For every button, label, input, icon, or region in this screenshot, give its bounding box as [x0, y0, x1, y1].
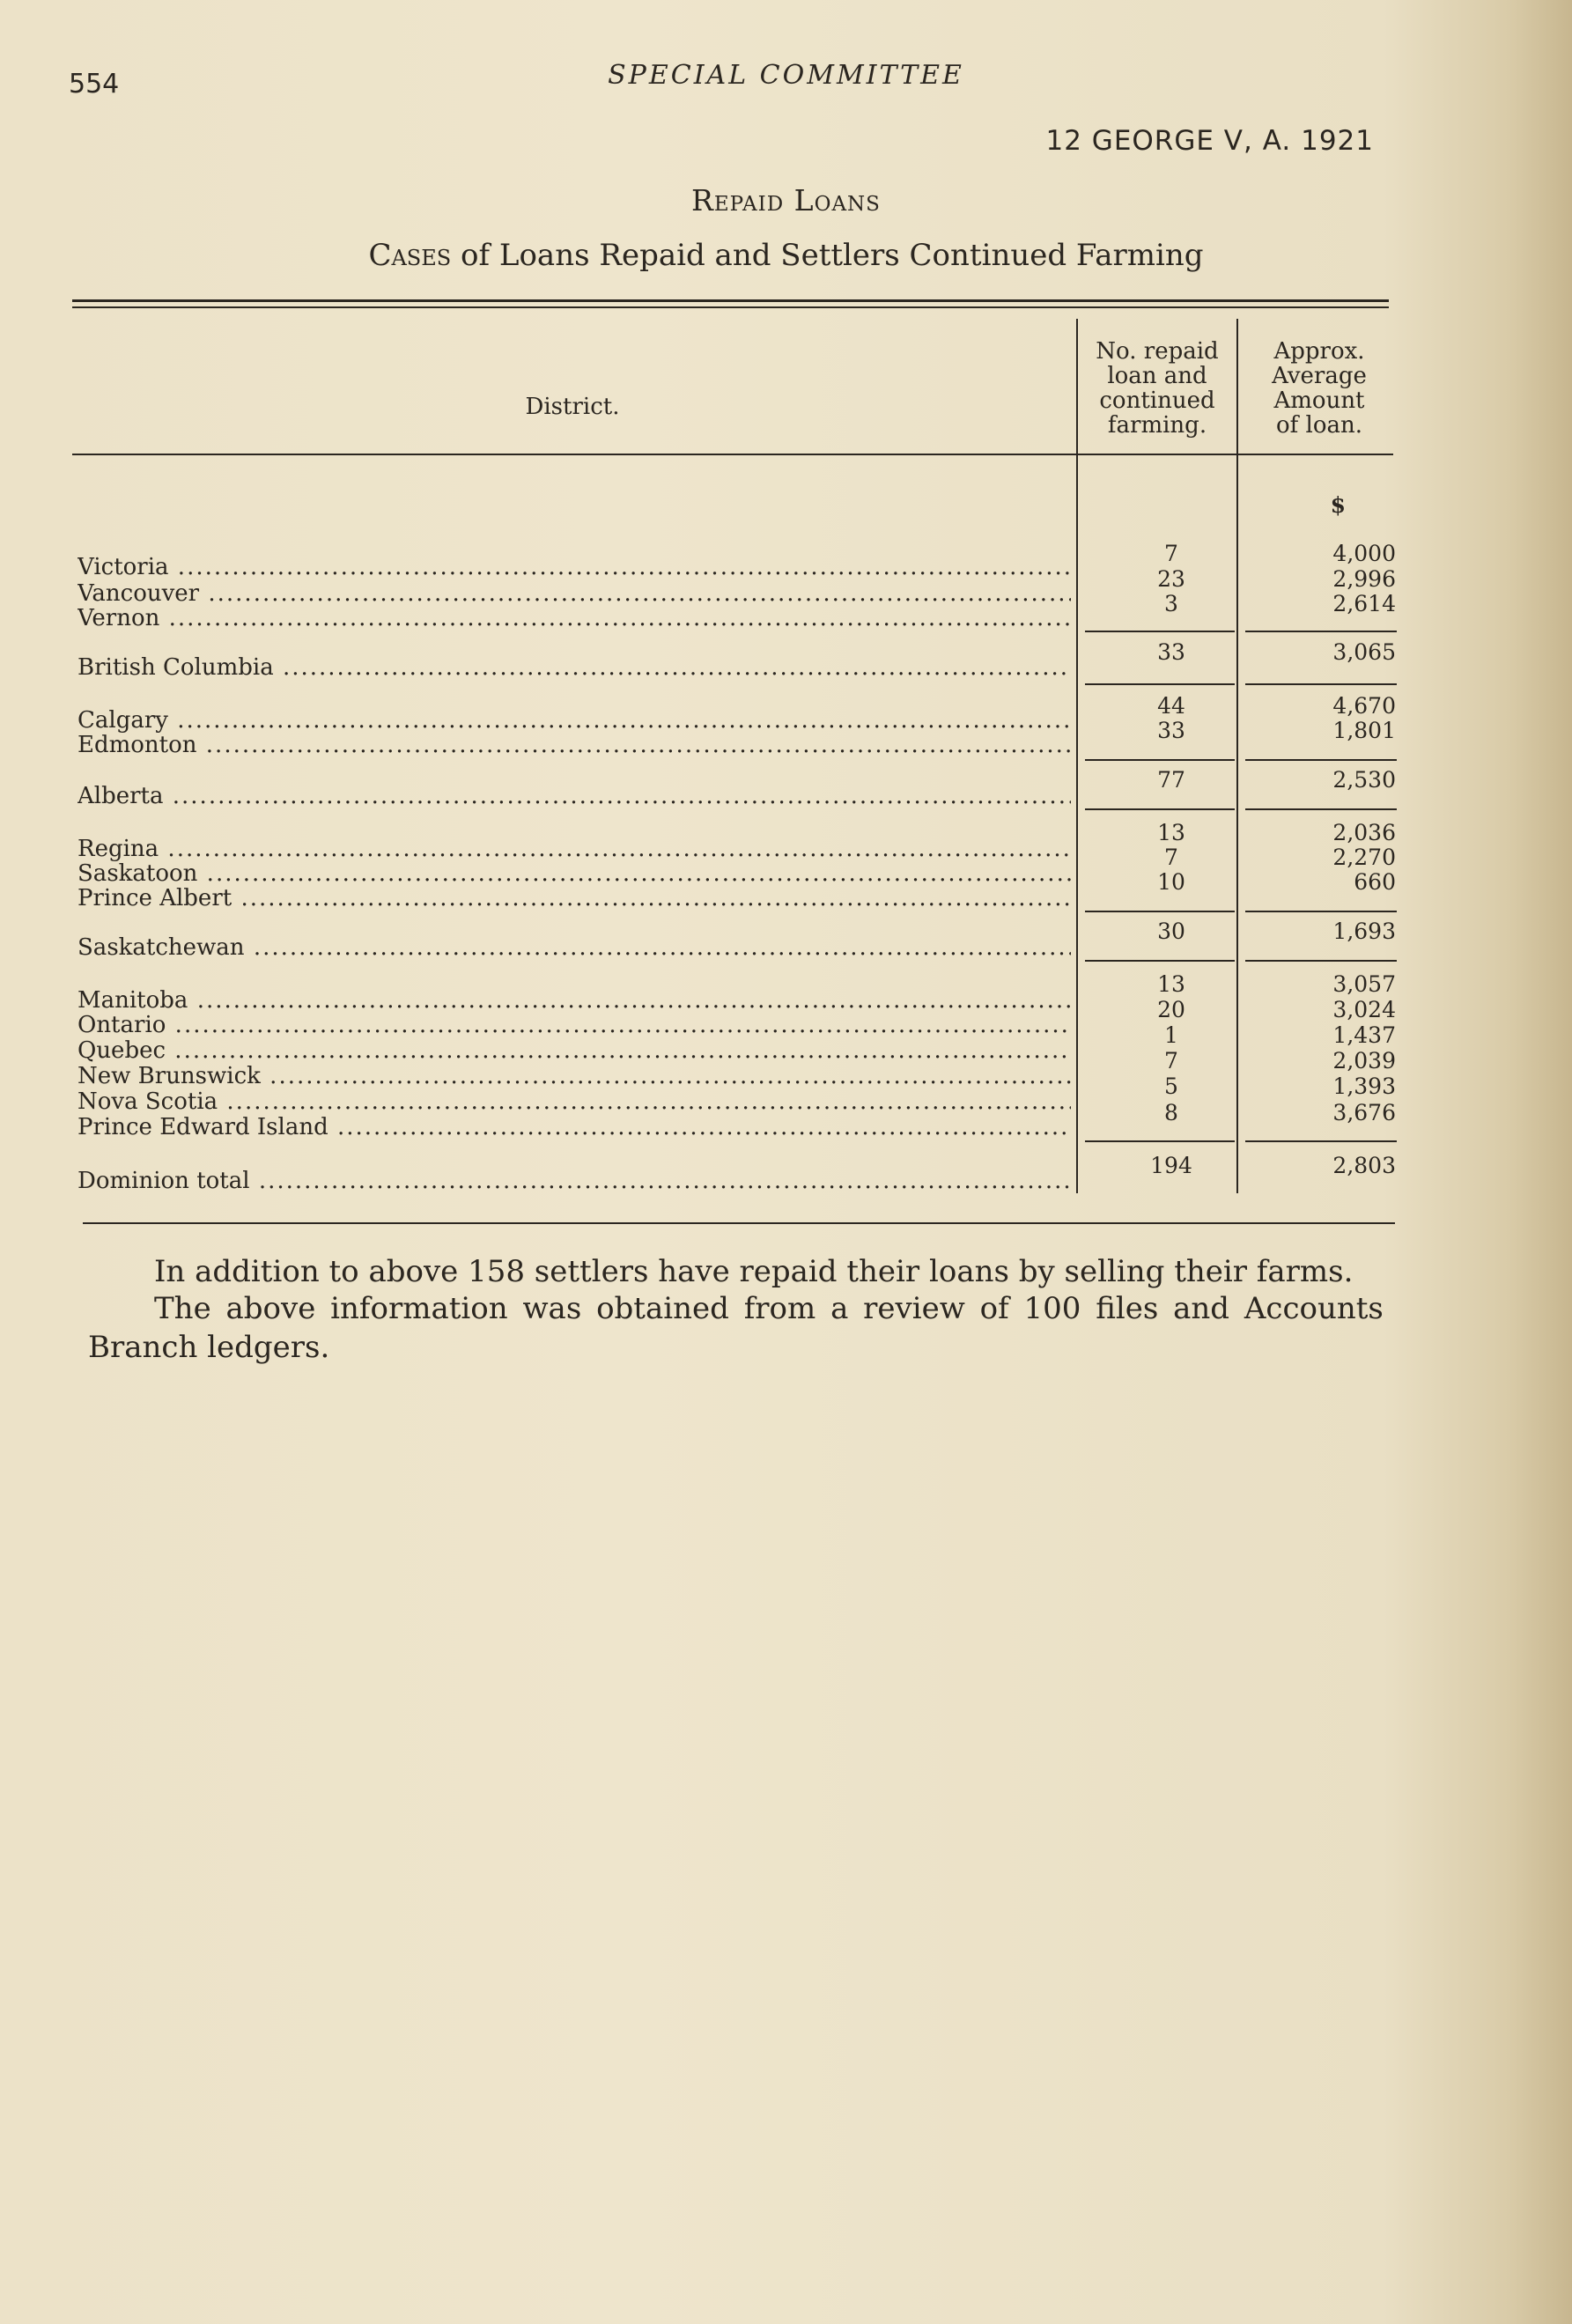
subtotal-rule: [1245, 911, 1397, 912]
column-header-amount-line: Average: [1272, 363, 1367, 389]
loan-count: 7: [1164, 845, 1178, 870]
district-name: Saskatoon .....: [77, 861, 1071, 886]
dominion-total-name: Dominion total .....: [77, 1169, 1071, 1193]
loan-count: 23: [1157, 566, 1185, 592]
average-amount-subtotal: 2,530: [1332, 767, 1396, 793]
loan-count: 44: [1157, 693, 1185, 719]
subtotal-rule: [1085, 759, 1235, 761]
province-name: Prince Edward Island .....: [77, 1115, 1071, 1140]
average-amount-subtotal: 1,693: [1332, 919, 1396, 944]
column-header-count-line: farming.: [1107, 412, 1207, 439]
currency-symbol: $: [1330, 492, 1346, 518]
table-title-prefix: Cases: [368, 238, 452, 273]
subtotal-rule: [1085, 960, 1235, 962]
province-name: Manitoba .....: [77, 988, 1071, 1013]
province-name: Ontario .....: [77, 1013, 1071, 1037]
province-name: New Brunswick .....: [77, 1064, 1071, 1088]
column-header-count-line: continued: [1099, 387, 1215, 414]
average-amount: 3,024: [1332, 997, 1396, 1022]
district-name: Victoria .....: [77, 555, 1071, 579]
loan-count-total: 194: [1150, 1153, 1192, 1178]
header-bottom-rule: [72, 454, 1393, 455]
average-amount: 2,270: [1332, 845, 1396, 870]
subtotal-rule: [1245, 683, 1397, 685]
subtotal-rule: [1245, 631, 1397, 632]
subtotal-rule: [1245, 759, 1397, 761]
loan-count: 13: [1157, 820, 1185, 845]
running-header-title: SPECIAL COMMITTEE: [608, 60, 964, 91]
column-divider-1: [1076, 319, 1078, 1193]
loan-count-subtotal: 77: [1157, 767, 1185, 793]
column-header-amount-line: Approx.: [1273, 338, 1365, 365]
loan-count: 3: [1164, 591, 1178, 616]
table-bottom-rule: [83, 1222, 1395, 1224]
column-header-district: District.: [525, 394, 620, 420]
district-name: Regina .....: [77, 837, 1071, 861]
province-name: Nova Scotia .....: [77, 1089, 1071, 1114]
footnote-line: The above information was obtained from a review of 100 files and Accounts: [154, 1291, 1384, 1326]
column-divider-2: [1236, 319, 1238, 1193]
average-amount: 2,036: [1332, 820, 1396, 845]
province-subtotal-name: Saskatchewan .....: [77, 935, 1071, 960]
district-name: Calgary .....: [77, 708, 1071, 733]
subtotal-rule: [1085, 631, 1235, 632]
subtotal-rule: [1085, 683, 1235, 685]
column-header-amount-line: Amount: [1273, 387, 1365, 414]
average-amount: 2,614: [1332, 591, 1396, 616]
loan-count: 7: [1164, 541, 1178, 566]
subtotal-rule: [1085, 808, 1235, 810]
loan-count: 10: [1157, 869, 1185, 895]
average-amount: 3,676: [1332, 1100, 1396, 1125]
column-header-count-line: loan and: [1107, 363, 1207, 389]
section-title: Repaid Loans: [691, 183, 881, 218]
session-reference: 12 GEORGE V, A. 1921: [1045, 125, 1374, 157]
table-top-rule-inner: [72, 306, 1389, 308]
loan-count: 20: [1157, 997, 1185, 1022]
average-amount-subtotal: 3,065: [1332, 639, 1396, 665]
average-amount: 1,393: [1332, 1073, 1396, 1099]
subtotal-rule: [1085, 1140, 1235, 1142]
loan-count: 1: [1164, 1022, 1178, 1048]
province-subtotal-name: Alberta .....: [77, 784, 1071, 808]
average-amount: 1,801: [1332, 718, 1396, 743]
column-header-count-line: No. repaid: [1096, 338, 1219, 365]
province-subtotal-name: British Columbia .....: [77, 655, 1071, 680]
column-header-count: [1080, 339, 1235, 438]
average-amount: 4,000: [1332, 541, 1396, 566]
average-amount: 660: [1354, 869, 1396, 895]
column-header-amount: [1240, 339, 1399, 438]
table-top-rule: [72, 299, 1389, 302]
subtotal-rule: [1245, 808, 1397, 810]
column-header-amount-line: of loan.: [1275, 412, 1363, 439]
district-name: Edmonton .....: [77, 733, 1071, 757]
subtotal-rule: [1085, 911, 1235, 912]
loan-count: 7: [1164, 1048, 1178, 1073]
page-number: 554: [69, 69, 120, 100]
district-name: Prince Albert .....: [77, 886, 1071, 911]
subtotal-rule: [1245, 1140, 1397, 1142]
table-title-text: of Loans Repaid and Settlers Continued Farming: [451, 238, 1204, 273]
average-amount: 2,996: [1332, 566, 1396, 592]
subtotal-rule: [1245, 960, 1397, 962]
loan-count: 33: [1157, 718, 1185, 743]
loan-count: 5: [1164, 1073, 1178, 1099]
footnote-line: In addition to above 158 settlers have repaid their loans by selling their farms.: [154, 1254, 1354, 1289]
footnote-line: Branch ledgers.: [88, 1330, 330, 1365]
loan-count-subtotal: 33: [1157, 639, 1185, 665]
average-amount-total: 2,803: [1332, 1153, 1396, 1178]
province-name: Quebec .....: [77, 1038, 1071, 1063]
loan-count: 13: [1157, 971, 1185, 997]
loan-count: 8: [1164, 1100, 1178, 1125]
average-amount: 1,437: [1332, 1022, 1396, 1048]
average-amount: 4,670: [1332, 693, 1396, 719]
average-amount: 2,039: [1332, 1048, 1396, 1073]
average-amount: 3,057: [1332, 971, 1396, 997]
district-name: Vernon .....: [77, 606, 1071, 631]
loan-count-subtotal: 30: [1157, 919, 1185, 944]
district-name: Vancouver .....: [77, 581, 1071, 606]
table-title: [0, 238, 1572, 273]
